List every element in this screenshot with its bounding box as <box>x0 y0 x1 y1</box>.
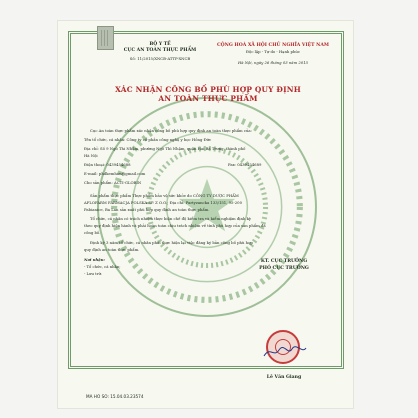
paragraph3-line2: quy định an toàn thực phẩm. <box>84 247 140 252</box>
paragraph1-line2: AFLOFARM FARMACJA POLSKA SP. Z O.O.; Địa chỉ: Partyzancka 133/151, 95-200 <box>84 200 242 205</box>
document-title-line2: AN TOÀN THỰC PHẨM <box>158 94 258 103</box>
document-title-line1: XÁC NHẬN CÔNG BỐ PHÙ HỢP QUY ĐỊNH <box>115 85 301 94</box>
country-name: CỘNG HOÀ XÃ HỘI CHỦ NGHĨA VIỆT NAM <box>217 43 329 48</box>
paragraph2-line1: Tổ chức, cá nhân có trách nhiệm thực hiện chế độ kiểm tra và kiểm nghiệm định kỳ <box>90 216 252 221</box>
place-and-date: Hà Nội, ngày 26 tháng 03 năm 2015 <box>237 60 309 65</box>
paragraph2-line2: theo quy định hiện hành và phải hoàn toàn chịu trách nhiệm về tính phù hợp của sản phẩm đã <box>84 223 266 228</box>
address-line2: Hà Nội <box>84 153 98 158</box>
email-address: E-mail: phdkemhan@gmail.com <box>84 171 146 176</box>
product-name: Cho sản phẩm: ACTI-GLOBIN <box>84 180 142 185</box>
recipient-item: - Lưu trữ. <box>84 271 103 276</box>
handwritten-signature-icon <box>262 344 308 360</box>
paragraph2-line3: công bố. <box>84 230 101 235</box>
paragraph1-line3: Pabianice, Ba Lan sản xuất phù hợp quy định an toàn thực phẩm. <box>84 207 210 212</box>
recipients-label: Nơi nhận: <box>84 257 105 262</box>
signer-role-line1: KT. CỤC TRƯỞNG <box>260 259 308 264</box>
fax-number: Fax: 0439454689 <box>228 162 262 167</box>
ministry-name: BỘ Y TẾ <box>149 42 171 47</box>
national-motto: Độc lập - Tự do - Hạnh phúc <box>245 49 300 54</box>
intro-text: Cục An toàn thực phẩm xác nhận công bố phù hợp quy định an toàn thực phẩm của: <box>90 128 252 133</box>
address-line1: Địa chỉ: Số 9 Ngõ Thi Nhậm, phường Ngô Thì Nhậm, quận Hai Bà Trưng, thành phố <box>84 146 246 151</box>
paragraph3-line1: Định kỳ 3 năm tổ chức, cá nhân phải thực hiện lại việc đăng ký bản công bố phù hợp <box>90 240 253 245</box>
signer-role-line2: PHÓ CỤC TRƯỞNG <box>259 266 309 271</box>
phone-number: Điện thoại: 0439454688 <box>84 162 131 167</box>
paragraph1-line1: Sản phẩm thực phẩm Thực phẩm bảo vệ sức khỏe do CÔNG TY DƯỢC PHẨM <box>90 193 239 198</box>
department-name: CỤC AN TOÀN THỰC PHẨM <box>123 48 197 53</box>
dossier-code: MA HO SO: 15.04.03.23574 <box>86 394 144 399</box>
organization-name: Tên tổ chức, cá nhân: Công ty cổ phần công nghệ y học Hồng Đức <box>84 137 212 142</box>
document-number: Số: 11/2015/XNCB-ATTP-XNCB <box>129 56 191 61</box>
signer-name: Lê Văn Giang <box>266 375 302 380</box>
recipient-item: - Tổ chức, cá nhân; <box>84 264 121 269</box>
